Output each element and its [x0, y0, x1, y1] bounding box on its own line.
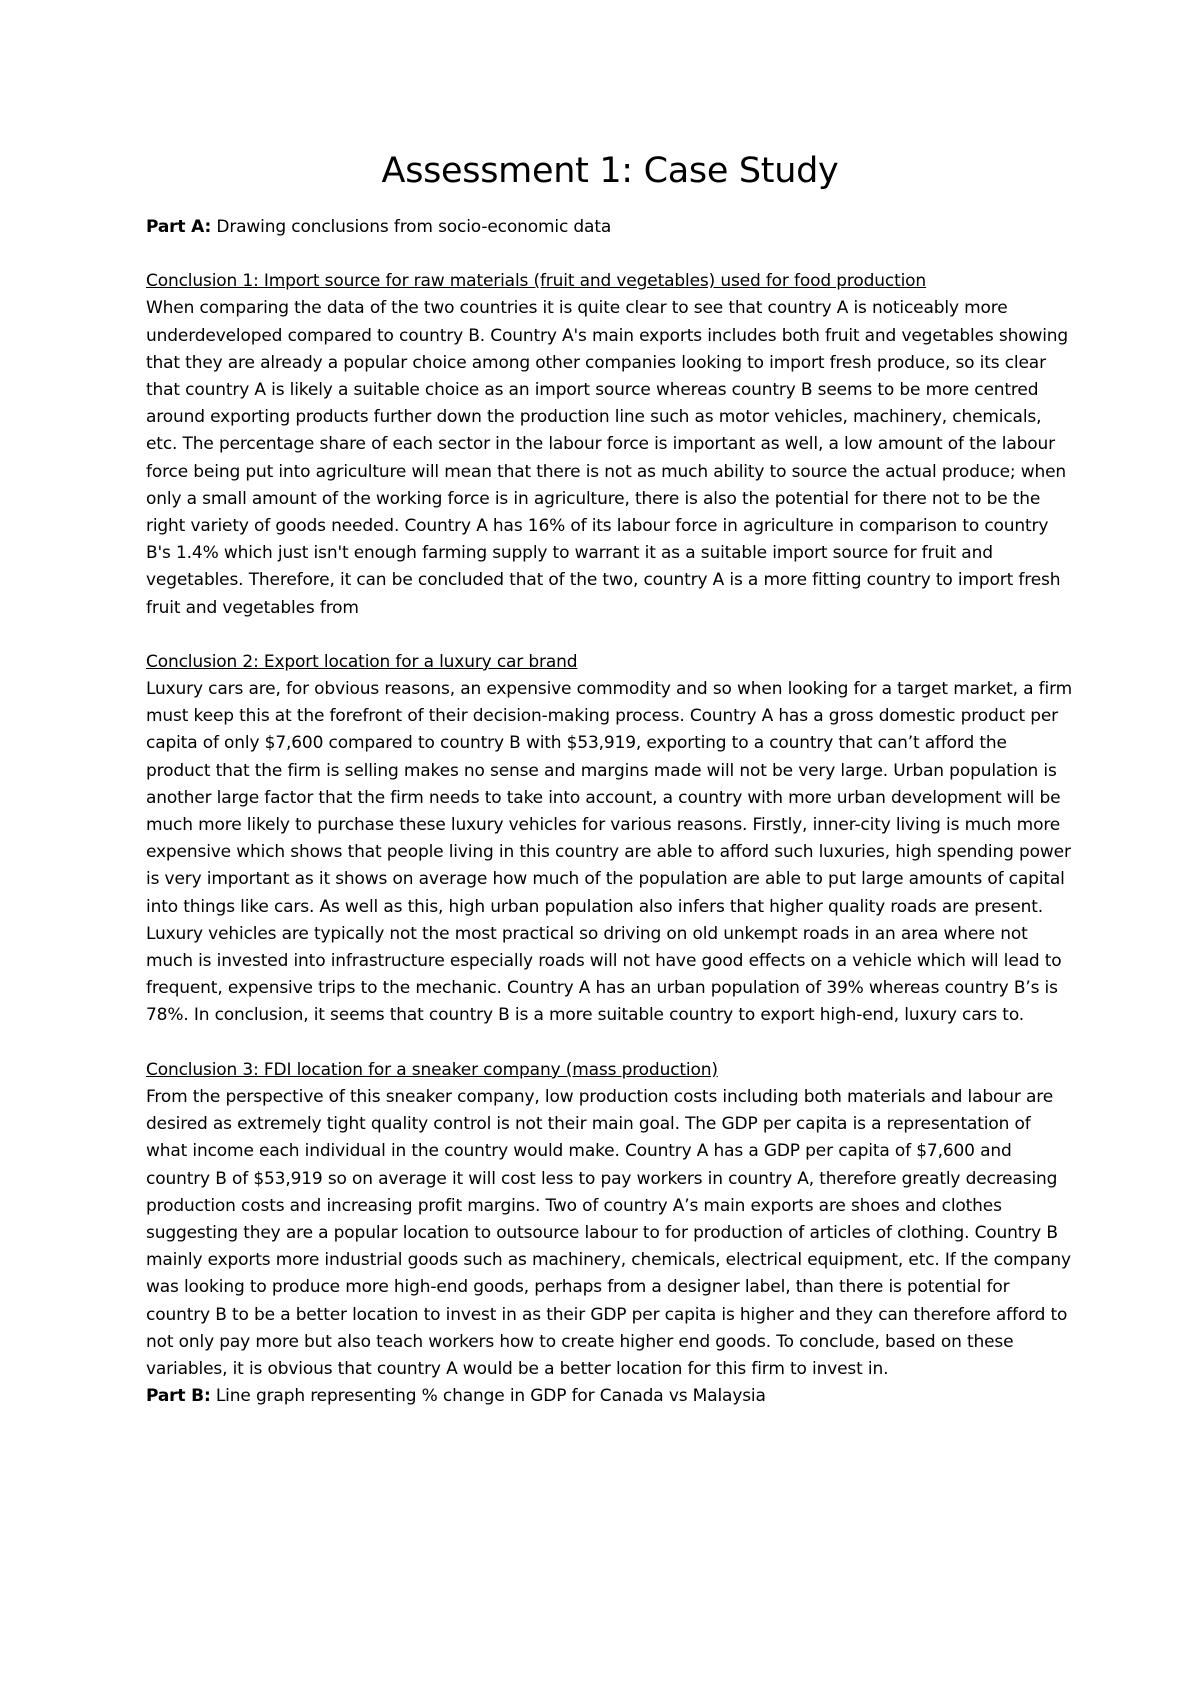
part-b-line: [146, 1383, 1074, 1410]
part-a-label: Part A:: [146, 217, 212, 237]
conclusion-2-heading: Conclusion 2: Export location for a luxury car brand: [146, 651, 578, 672]
part-a-line: [146, 214, 1074, 241]
conclusion-1: [146, 268, 1074, 622]
conclusion-1-body: When comparing the data of the two countries it is quite clear to see that country A is noticeably more underdeveloped compared to country B. Country A's main exports includes both fruit and vegetables showing that they are already a popular choice among other companies looking to import fresh produce, so its clear that country A is likely a suitable choice as an import source whereas country B seems to be more centred around exporting products further down the production line such as motor vehicles, machinery, chemicals, etc. The percentage share of each sector in the labour force is important as well, a low amount of the labour force being put into agriculture will mean that there is not as much ability to source the actual produce; when only a small amount of the working force is in agriculture, there is also the potential for there not to be the right variety of goods needed. Country A has 16% of its labour force in agriculture in comparison to country B's 1.4% which just isn't enough farming supply to warrant it as a suitable import source for fruit and vegetables. Therefore, it can be concluded that of the two, country A is a more fitting country to import fresh fruit and vegetables from: [146, 298, 1069, 618]
conclusion-3-body: From the perspective of this sneaker company, low production costs including both materials and labour are desired as extremely tight quality control is not their main goal. The GDP per capita is a representation of what income each individual in the country would make. Country A has a GDP per capita of $7,600 and country B of $53,919 so on average it will cost less to pay workers in country A, therefore greatly decreasing production costs and increasing profit margins. Two of country A’s main exports are shoes and clothes suggesting they are a popular location to outsource labour to for production of articles of clothing. Country B mainly exports more industrial goods such as machinery, chemicals, electrical equipment, etc. If the company was looking to produce more high-end goods, perhaps from a designer label, than there is potential for country B to be a better location to invest in as their GDP per capita is higher and they can therefore afford to not only pay more but also teach workers how to create higher end goods. To conclude, based on these variables, it is obvious that country A would be a better location for this firm to invest in.: [146, 1086, 1071, 1379]
page-title: Assessment 1: Case Study: [381, 151, 839, 191]
conclusion-3: [146, 1057, 1074, 1383]
part-b-text: Line graph representing % change in GDP for Canada vs Malaysia: [210, 1386, 766, 1407]
document-page: [146, 148, 1074, 1410]
conclusion-1-heading: Conclusion 1: Import source for raw materials (fruit and vegetables) used for food production: [146, 271, 927, 292]
conclusion-2-body: Luxury cars are, for obvious reasons, an expensive commodity and so when looking for a target market, a firm must keep this at the forefront of their decision-making process. Country A has a gross domestic product per capita of only $7,600 compared to country B with $53,919, exporting to a country that can’t afford the product that the firm is selling makes no sense and margins made will not be very large. Urban population is another large factor that the firm needs to take into account, a country with more urban development will be much more likely to purchase these luxury vehicles for various reasons. Firstly, inner-city living is much more expensive which shows that people living in this country are able to afford such luxuries, high spending power is very important as it shows on average how much of the population are able to put large amounts of capital into things like cars. As well as this, high urban population also infers that higher quality roads are present. Luxury vehicles are typically not the most practical so driving on old unkempt roads in an area where not much is invested into infrastructure especially roads will not have good effects on a vehicle which will lead to frequent, expensive trips to the mechanic. Country A has an urban population of 39% whereas country B’s is 78%. In conclusion, it seems that country B is a more suitable country to export high-end, luxury cars to.: [146, 679, 1073, 1026]
conclusion-3-heading: Conclusion 3: FDI location for a sneaker company (mass production): [146, 1059, 718, 1080]
conclusion-2: [146, 649, 1074, 1030]
part-a-text: Drawing conclusions from socio-economic data: [211, 217, 612, 237]
part-b-label: Part B:: [146, 1386, 211, 1407]
